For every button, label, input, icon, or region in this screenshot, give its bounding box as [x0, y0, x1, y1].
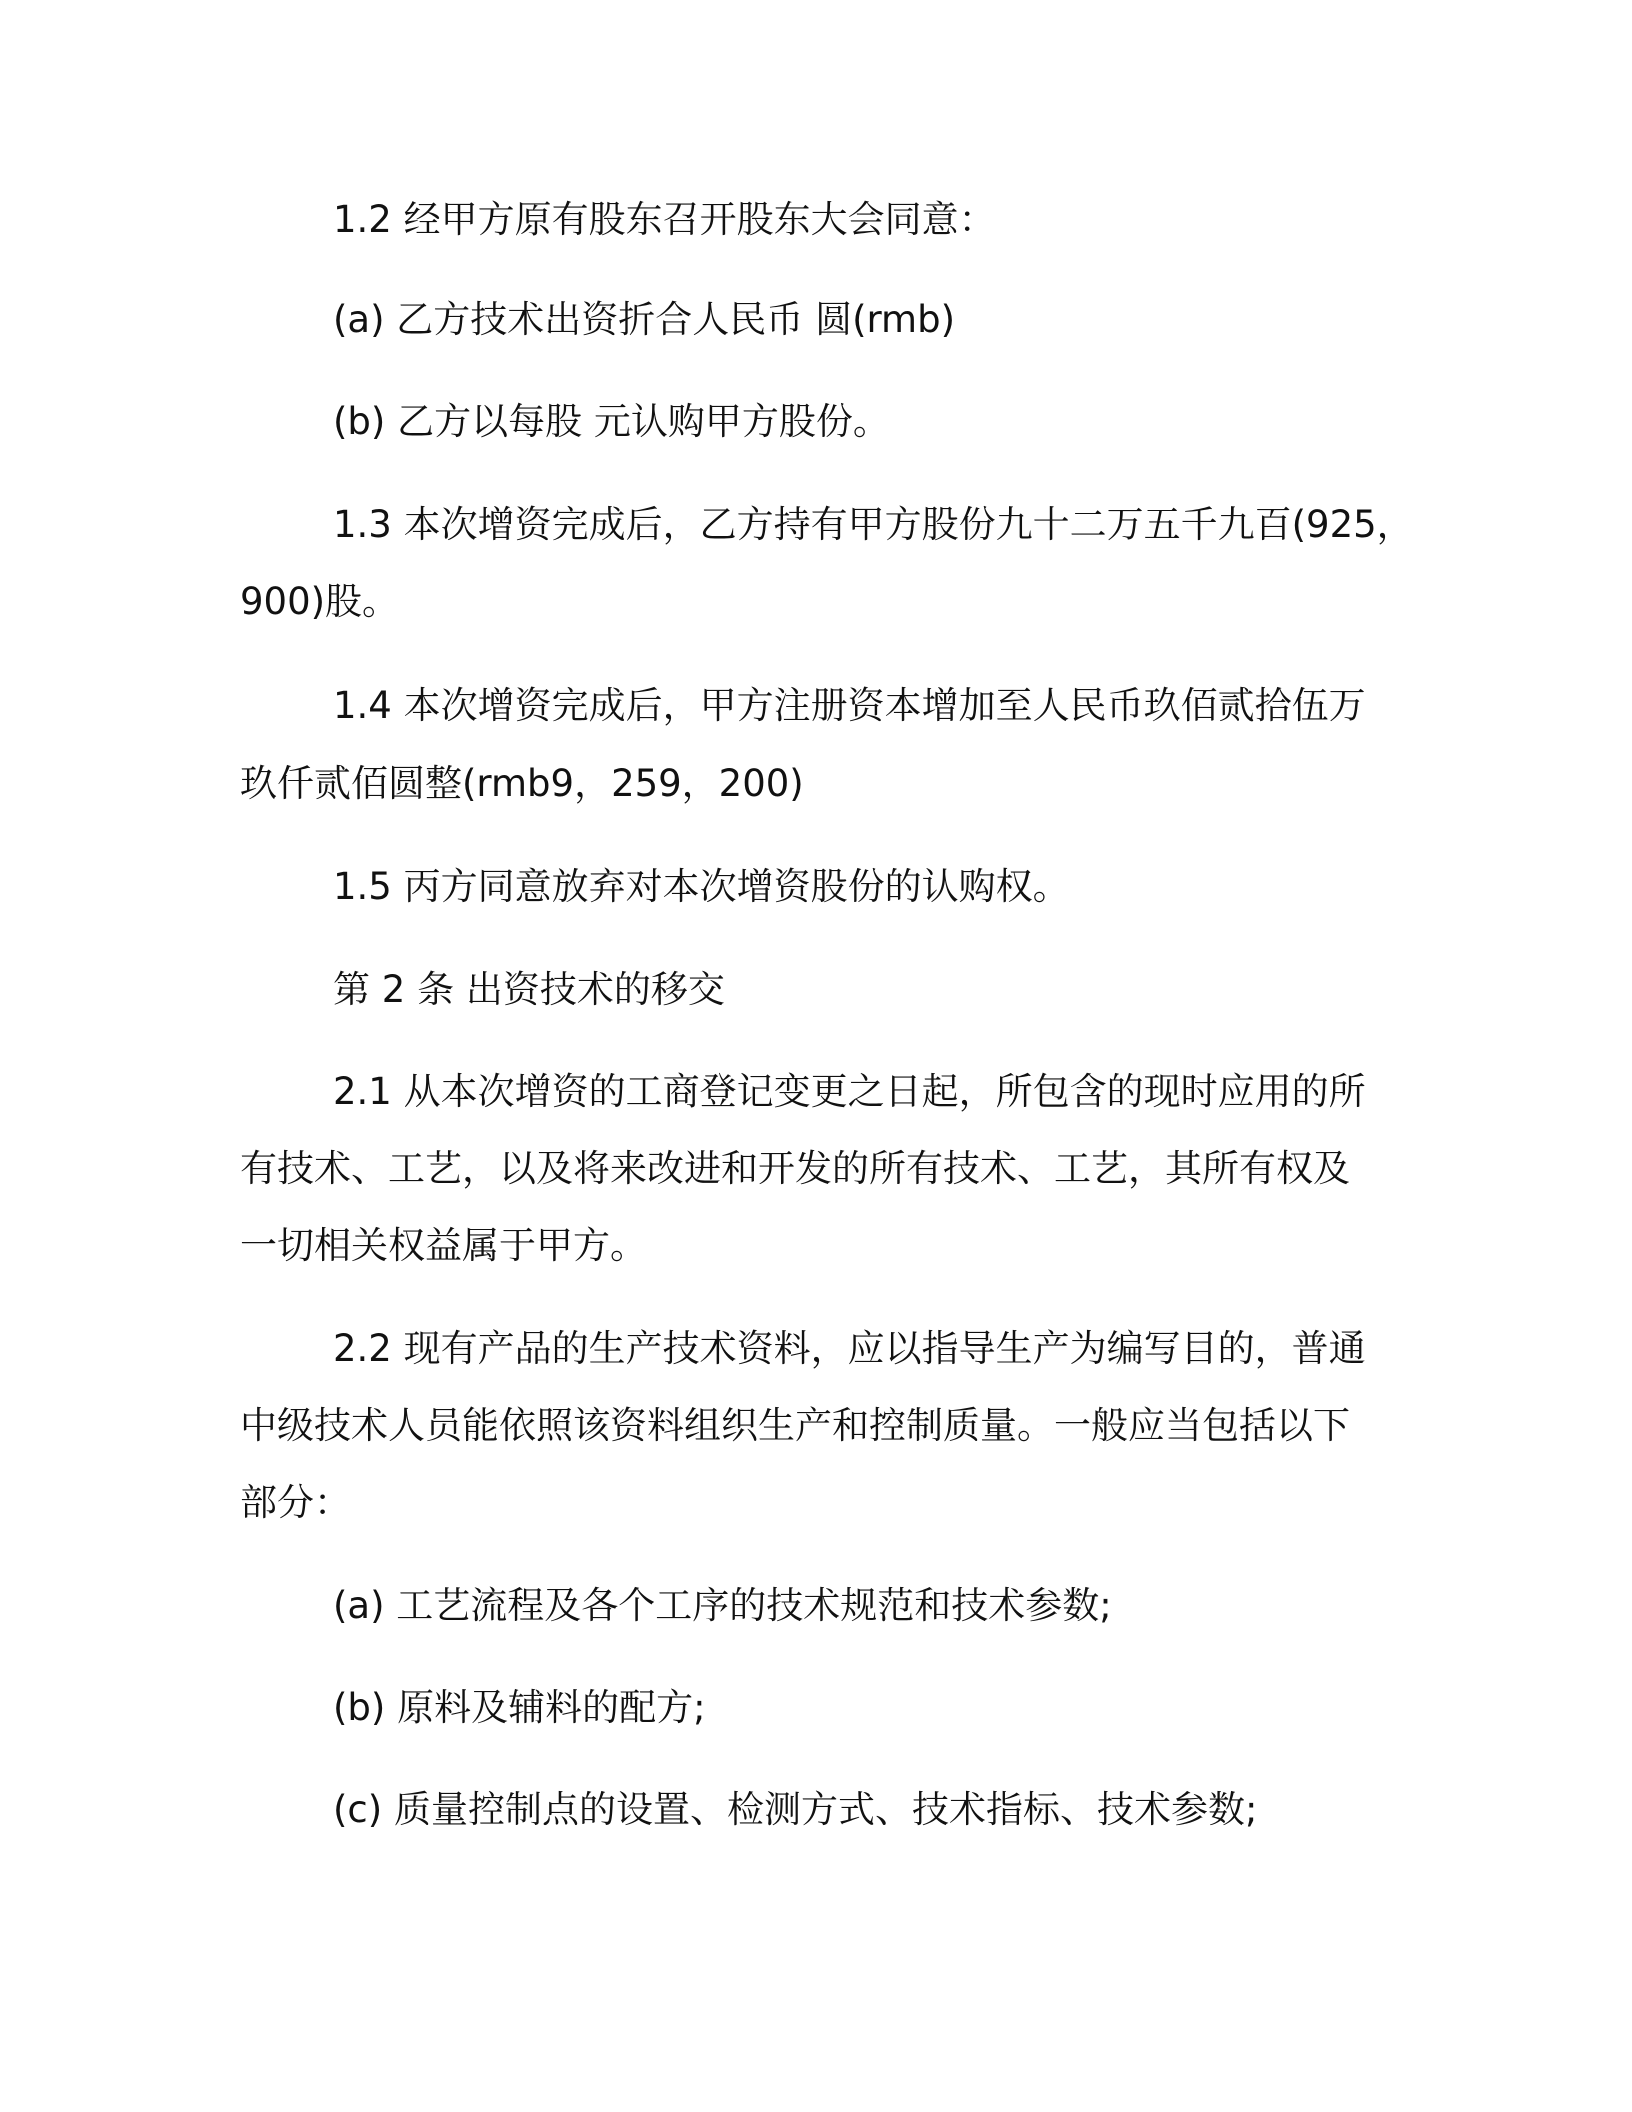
clause-2-2-line-1: 2.2 现有产品的生产技术资料，应以指导生产为编写目的，普通	[333, 1327, 1366, 1370]
clause-2-1-line-1: 2.1 从本次增资的工商登记变更之日起，所包含的现时应用的所	[333, 1070, 1366, 1113]
clause-1-2-a-line-1: (a) 乙方技术出资折合人民币 圆(rmb)	[333, 298, 956, 341]
clause-2-1-line-3: 一切相关权益属于甲方。	[240, 1224, 647, 1267]
clause-1-2-line-1: 1.2 经甲方原有股东召开股东大会同意：	[333, 198, 996, 241]
clause-1-2-b-line-1: (b) 乙方以每股 元认购甲方股份。	[333, 400, 890, 443]
article-2-heading: 第 2 条 出资技术的移交	[333, 968, 725, 1011]
clause-1-3-line-1: 1.3 本次增资完成后，乙方持有甲方股份九十二万五千九百(925，	[333, 503, 1414, 546]
clause-2-2-line-3: 部分：	[240, 1481, 351, 1524]
clause-2-1-line-2: 有技术、工艺，以及将来改进和开发的所有技术、工艺，其所有权及	[240, 1147, 1350, 1190]
clause-2-2-c-line-1: (c) 质量控制点的设置、检测方式、技术指标、技术参数;	[333, 1788, 1258, 1831]
clause-2-2-line-2: 中级技术人员能依照该资料组织生产和控制质量。一般应当包括以下	[240, 1404, 1350, 1447]
clause-1-3-line-2: 900)股。	[240, 580, 400, 623]
clause-2-2-b-line-1: (b) 原料及辅料的配方;	[333, 1686, 706, 1729]
clause-1-5-line-1: 1.5 丙方同意放弃对本次增资股份的认购权。	[333, 865, 1070, 908]
clause-2-2-a-line-1: (a) 工艺流程及各个工序的技术规范和技术参数;	[333, 1584, 1112, 1627]
clause-1-4-line-2: 玖仟贰佰圆整(rmb9，259，200)	[240, 762, 804, 805]
clause-1-4-line-1: 1.4 本次增资完成后，甲方注册资本增加至人民币玖佰贰拾伍万	[333, 684, 1366, 727]
